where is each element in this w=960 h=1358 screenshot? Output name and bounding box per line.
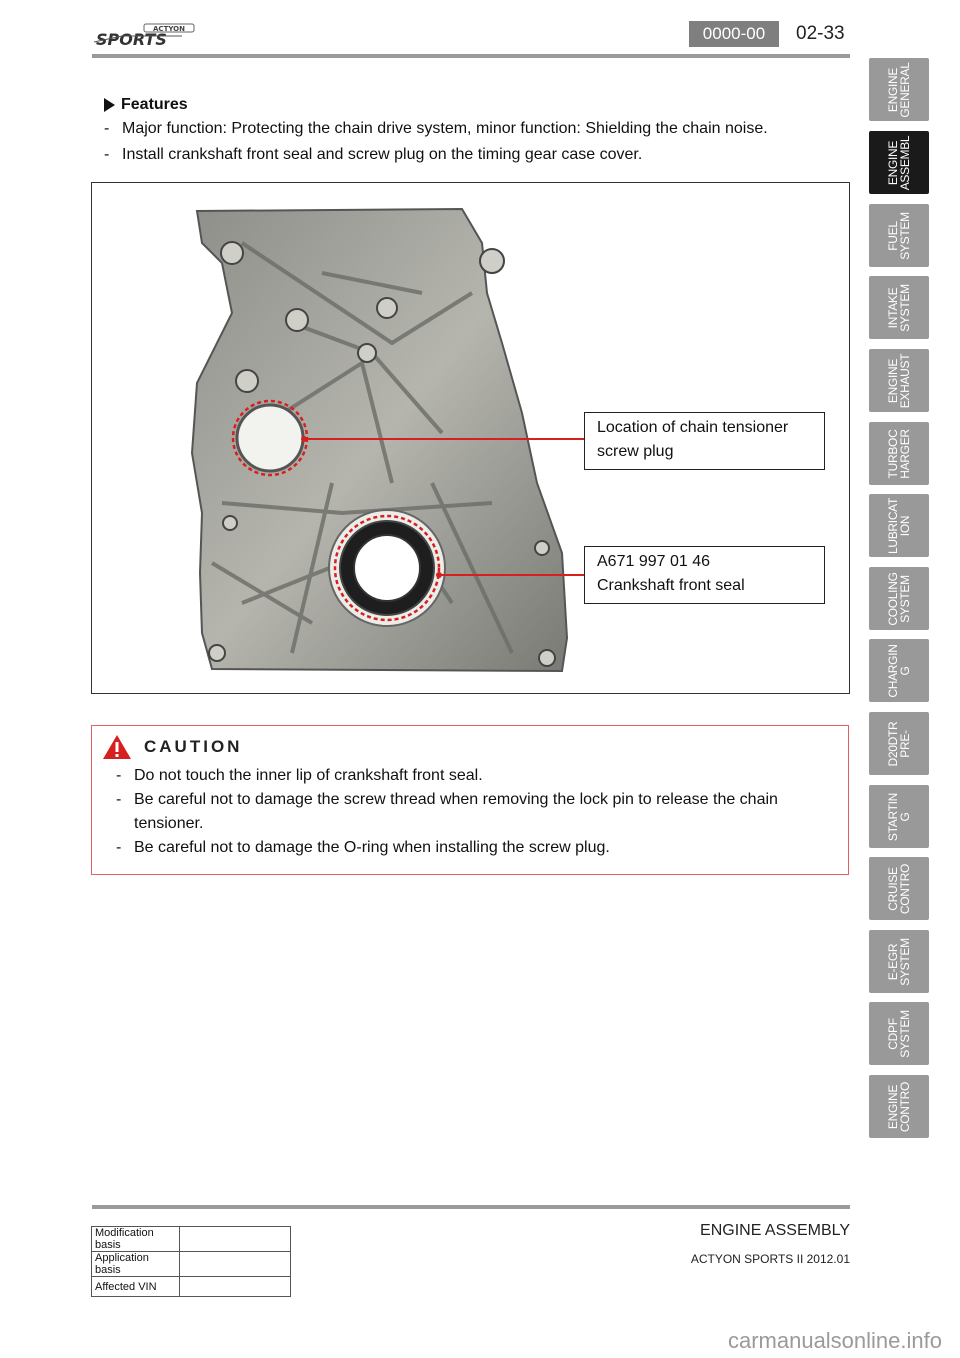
warning-triangle-icon <box>102 734 132 760</box>
header-rule <box>92 54 850 58</box>
tab-cooling-system[interactable] <box>869 567 929 630</box>
tab-label: FUEL SYSTEM <box>886 212 912 260</box>
revision-table <box>91 1226 291 1297</box>
tab-label: ENGINE GENERAL <box>886 62 912 118</box>
caution-text: Do not touch the inner lip of crankshaft front seal. <box>134 767 483 784</box>
caution-title: CAUTION <box>144 737 243 756</box>
tab-label: LUBRICAT ION <box>886 497 912 555</box>
timing-case-cover-figure <box>91 182 850 694</box>
table-row <box>92 1227 291 1252</box>
svg-text:ACTYON: ACTYON <box>153 25 185 33</box>
tab-label: E-EGR SYSTEM <box>886 938 912 986</box>
tab-cdpf-system[interactable] <box>869 1002 929 1065</box>
table-value <box>180 1277 291 1297</box>
table-label: Application basis <box>92 1252 180 1277</box>
tab-label: COOLING SYSTEM <box>886 572 912 626</box>
caution-text: Be careful not to damage the O-ring when installing the screw plug. <box>134 839 610 856</box>
callout-line: Location of chain tensioner <box>597 419 789 436</box>
tab-label: CHARGIN G <box>886 644 912 698</box>
tab-engine-exhaust[interactable] <box>869 349 929 412</box>
caution-item <box>116 788 816 836</box>
caution-item <box>116 836 816 860</box>
feature-item <box>104 116 844 142</box>
tab-cruise-control[interactable] <box>869 857 929 920</box>
tab-fuel-system[interactable] <box>869 204 929 267</box>
caution-item <box>116 764 816 788</box>
tab-label: ENGINE ASSEMBL <box>886 135 912 191</box>
triangle-bullet-icon <box>104 98 115 112</box>
table-value <box>180 1227 291 1252</box>
tab-label: ENGINE EXHAUST <box>886 353 912 409</box>
actyon-sports-logo <box>92 22 204 48</box>
svg-text:SPORTS: SPORTS <box>96 30 167 48</box>
caution-heading <box>102 734 242 760</box>
dash-bullet: - <box>116 791 122 808</box>
table-value <box>180 1252 291 1277</box>
caution-text: Be careful not to damage the screw thread when removing the lock pin to release the chain tensioner. <box>134 791 778 832</box>
features-section <box>104 94 844 168</box>
tab-engine-assembly[interactable] <box>869 131 929 194</box>
callout-tensioner-screw-plug <box>584 412 825 470</box>
feature-text: Major function: Protecting the chain drive system, minor function: Shielding the chain noise. <box>122 120 768 137</box>
feature-item <box>104 142 844 168</box>
dash-bullet: - <box>104 120 110 137</box>
section-code: 0000-00 <box>689 21 779 47</box>
tab-label: ENGINE CONTRO <box>886 1081 912 1133</box>
page-number: 02-33 <box>796 23 845 44</box>
tab-label: CRUISE CONTRO <box>886 863 912 915</box>
tab-label: D20DTR PRE- <box>886 721 912 767</box>
footer-chapter-title: ENGINE ASSEMBLY <box>700 1222 850 1239</box>
features-heading <box>104 94 844 116</box>
tab-label: TURBOC HARGER <box>886 429 912 479</box>
tab-lubrication[interactable] <box>869 494 929 557</box>
tab-charging[interactable] <box>869 639 929 702</box>
footer-model-edition: ACTYON SPORTS II 2012.01 <box>690 1252 850 1266</box>
tab-label: CDPF SYSTEM <box>886 1010 912 1058</box>
caution-list <box>116 764 816 860</box>
tab-d20dtr-pre[interactable] <box>869 712 929 775</box>
callout-line: Crankshaft front seal <box>597 577 745 594</box>
tab-starting[interactable] <box>869 785 929 848</box>
callout-crankshaft-front-seal <box>584 546 825 604</box>
table-label: Modification basis <box>92 1227 180 1252</box>
footer-rule <box>92 1205 850 1209</box>
callout-line: screw plug <box>597 443 674 460</box>
tab-intake-system[interactable] <box>869 276 929 339</box>
tab-label: STARTIN G <box>886 792 912 842</box>
tab-e-egr-system[interactable] <box>869 930 929 993</box>
dash-bullet: - <box>116 767 122 784</box>
table-row <box>92 1252 291 1277</box>
tab-engine-control[interactable] <box>869 1075 929 1138</box>
dash-bullet: - <box>104 146 110 163</box>
tab-turbocharger[interactable] <box>869 422 929 485</box>
caution-box <box>91 725 849 875</box>
tab-engine-general[interactable] <box>869 58 929 121</box>
callout-line: A671 997 01 46 <box>597 553 710 570</box>
dash-bullet: - <box>116 839 122 856</box>
table-label: Affected VIN <box>92 1277 180 1297</box>
table-row <box>92 1277 291 1297</box>
watermark: carmanualsonline.info <box>727 1328 942 1353</box>
tab-label: INTAKE SYSTEM <box>886 284 912 332</box>
features-title: Features <box>121 96 188 113</box>
feature-text: Install crankshaft front seal and screw plug on the timing gear case cover. <box>122 146 643 163</box>
